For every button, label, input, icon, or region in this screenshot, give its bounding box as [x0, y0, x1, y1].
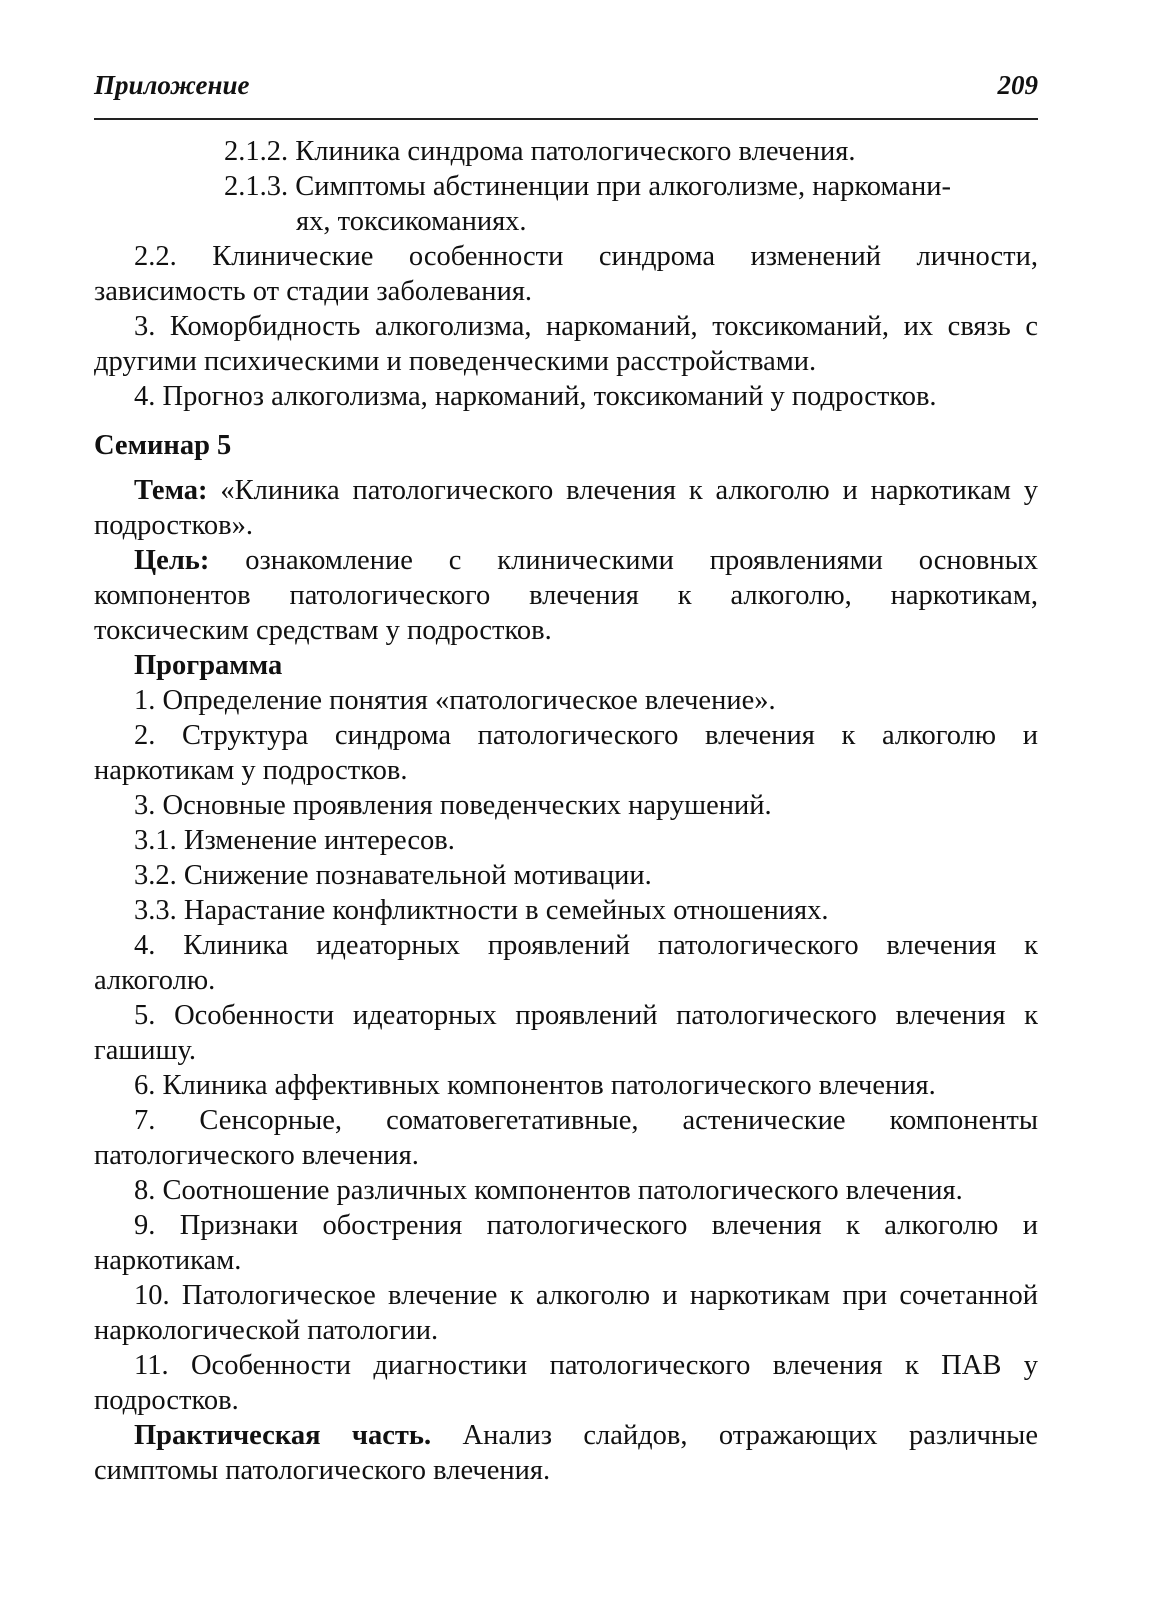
program-item: 5. Особенности идеаторных проявлений патологического влечения к гашишу. — [94, 1000, 1038, 1066]
seminar-heading: Семинар 5 — [94, 430, 232, 461]
practice-label: Практическая часть. — [134, 1420, 432, 1451]
program-item: 10. Патологическое влечение к алкоголю и наркотикам при сочетанной наркологической патологии. — [94, 1280, 1038, 1346]
list-item: 4. Прогноз алкоголизма, наркоманий, токсикоманий у подростков. — [134, 381, 937, 412]
program-item: 1. Определение понятия «патологическое влечение». — [134, 685, 776, 716]
document-page — [94, 70, 1038, 1488]
program-item: 8. Соотношение различных компонентов патологического влечения. — [134, 1175, 963, 1206]
program-item: 3. Основные проявления поведенческих нарушений. — [134, 790, 772, 821]
page-number: 209 — [997, 70, 1038, 100]
list-item: 2.1.2. Клиника синдрома патологического влечения. — [224, 136, 856, 167]
theme-label: Тема: — [134, 475, 208, 506]
program-item: 11. Особенности диагностики патологического влечения к ПАВ у подростков. — [94, 1350, 1038, 1416]
practice-text: Анализ слайдов, отражающих различные симптомы патологического влечения. — [94, 1420, 1038, 1486]
list-item-continuation: ях, токсикоманиях. — [296, 206, 527, 237]
program-item: 3.2. Снижение познавательной мотивации. — [134, 860, 652, 891]
program-label: Программа — [134, 650, 283, 681]
program-item: 3.3. Нарастание конфликтности в семейных отношениях. — [134, 895, 829, 926]
program-item: 9. Признаки обострения патологического влечения к алкоголю и наркотикам. — [94, 1210, 1038, 1276]
goal-label: Цель: — [134, 545, 210, 576]
list-item: 3. Коморбидность алкоголизма, наркоманий, токсикоманий, их связь с другими психическими и поведенческими расстройствами. — [94, 311, 1038, 377]
program-item: 2. Структура синдрома патологического влечения к алкоголю и наркотикам у подростков. — [94, 720, 1038, 786]
section-title: Приложение — [94, 70, 250, 100]
program-item: 6. Клиника аффективных компонентов патологического влечения. — [134, 1070, 936, 1101]
practice-section — [94, 1418, 1038, 1488]
seminar-goal — [94, 543, 1038, 648]
program-item: 7. Сенсорные, соматовегетативные, астенические компоненты патологического влечения. — [94, 1105, 1038, 1171]
list-item: 2.1.3. Симптомы абстиненции при алкоголизме, наркомани- — [224, 171, 951, 202]
program-item: 3.1. Изменение интересов. — [134, 825, 455, 856]
seminar-theme — [94, 473, 1038, 543]
theme-text: «Клиника патологического влечения к алкоголю и наркотикам у подростков». — [94, 475, 1038, 541]
goal-text: ознакомление с клиническими проявлениями основных компонентов патологического влечения к алкоголю, наркотикам, токсическим средствам у подростков. — [94, 545, 1038, 646]
page-body — [94, 134, 1038, 1488]
running-header — [94, 70, 1038, 120]
program-item: 4. Клиника идеаторных проявлений патологического влечения к алкоголю. — [94, 930, 1038, 996]
list-item: 2.2. Клинические особенности синдрома изменений личности, зависимость от стадии заболевания. — [94, 241, 1038, 307]
